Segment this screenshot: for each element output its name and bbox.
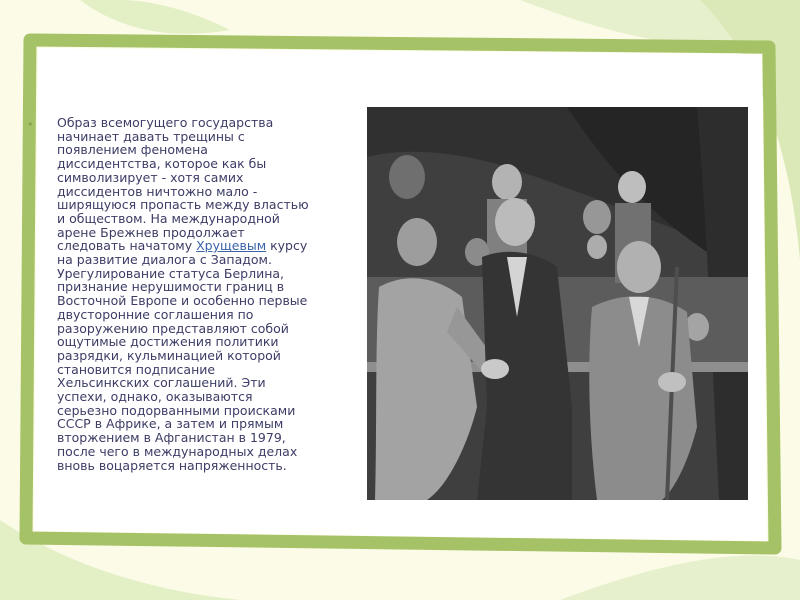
slide-paragraph — [57, 116, 377, 472]
decor-swoosh-bottom-right — [560, 556, 800, 600]
paragraph-text-end: курсу на развитие диалога с Западом. Урегулирование статуса Берлина, признание нерушимости границ в Восточной Европе и особенно первые двусторонние соглашения по разоружению представляют собой ощутимые достижения политики разрядки, кульминацией которой становится подписание Хельсинкских соглашений. Эти успехи, однако, оказываются серьезно подорванными происками СССР в Африке, а затем и прямым вторжением в Афганистан в 1979, после чего в международных делах вновь воцаряется напряженность. — [57, 238, 308, 473]
bullet-marker: • — [27, 118, 34, 131]
historical-photo — [367, 107, 748, 500]
paragraph-text-start: Образ всемогущего государства начинает давать трещины с появлением феномена диссидентства, которое как бы символизирует - хотя самих диссидентов ничтожно мало - ширящуюся пропасть между властью и обществом. На международной арене Брежнев продолжает следовать начатому — [57, 115, 309, 254]
link-khrushchev[interactable]: Хрущевым — [196, 238, 267, 254]
decor-swoosh-top-left — [80, 0, 230, 34]
